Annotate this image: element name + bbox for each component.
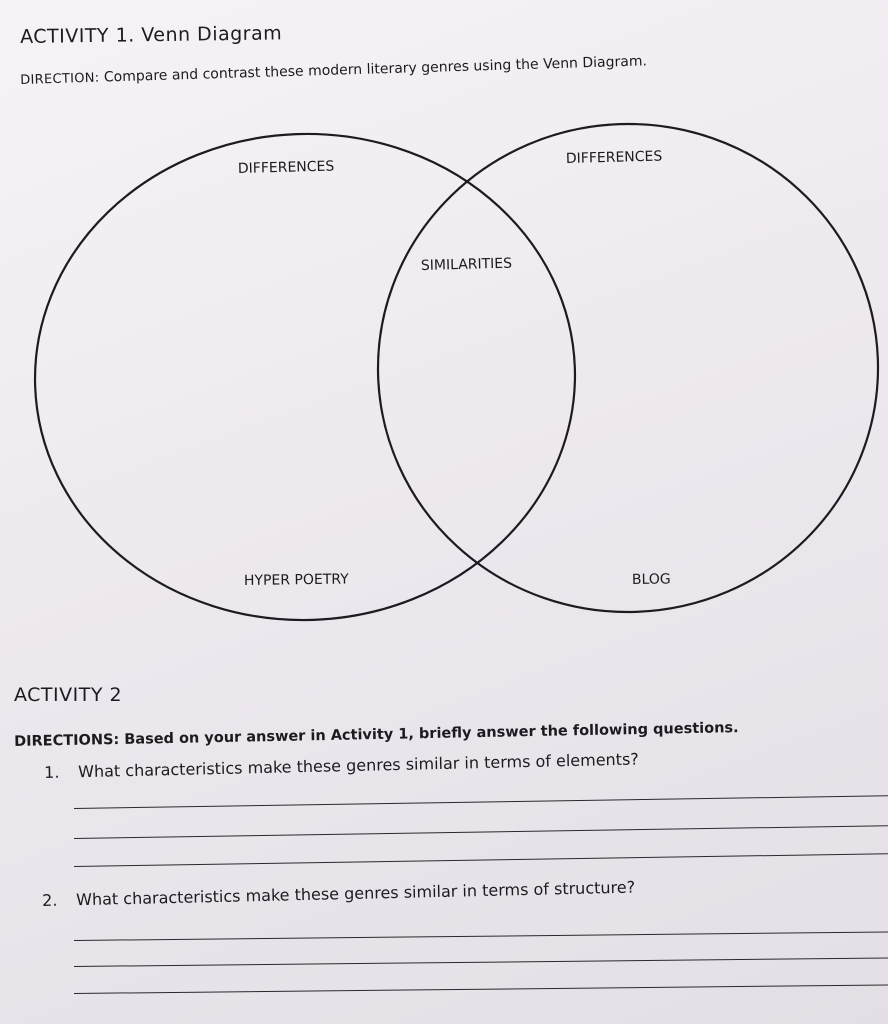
right-genre-label: BLOG — [631, 571, 671, 588]
left-genre-label: HYPER POETRY — [243, 571, 349, 589]
question-2-text: What characteristics make these genres similar in terms of structure? — [75, 877, 636, 910]
direction-label: DIRECTION: — [20, 70, 100, 88]
question-1-number: 1. — [43, 762, 60, 782]
activity1-title: ACTIVITY 1. Venn Diagram — [19, 22, 283, 48]
left-differences-label: DIFFERENCES — [237, 158, 335, 177]
similarities-label: SIMILARITIES — [420, 255, 513, 274]
activity2-directions: DIRECTIONS: Based on your answer in Activity 1, briefly answer the following questions. — [13, 720, 739, 750]
question-2-number: 2. — [41, 890, 58, 910]
right-circle[interactable] — [370, 115, 887, 620]
question-1-text: What characteristics make these genres similar in terms of elements? — [77, 749, 639, 782]
direction-text: Compare and contrast these modern literary genres using the Venn Diagram. — [103, 53, 648, 86]
activity2-title: ACTIVITY 2 — [14, 684, 123, 706]
left-circle[interactable] — [27, 125, 584, 630]
right-differences-label: DIFFERENCES — [565, 148, 663, 167]
